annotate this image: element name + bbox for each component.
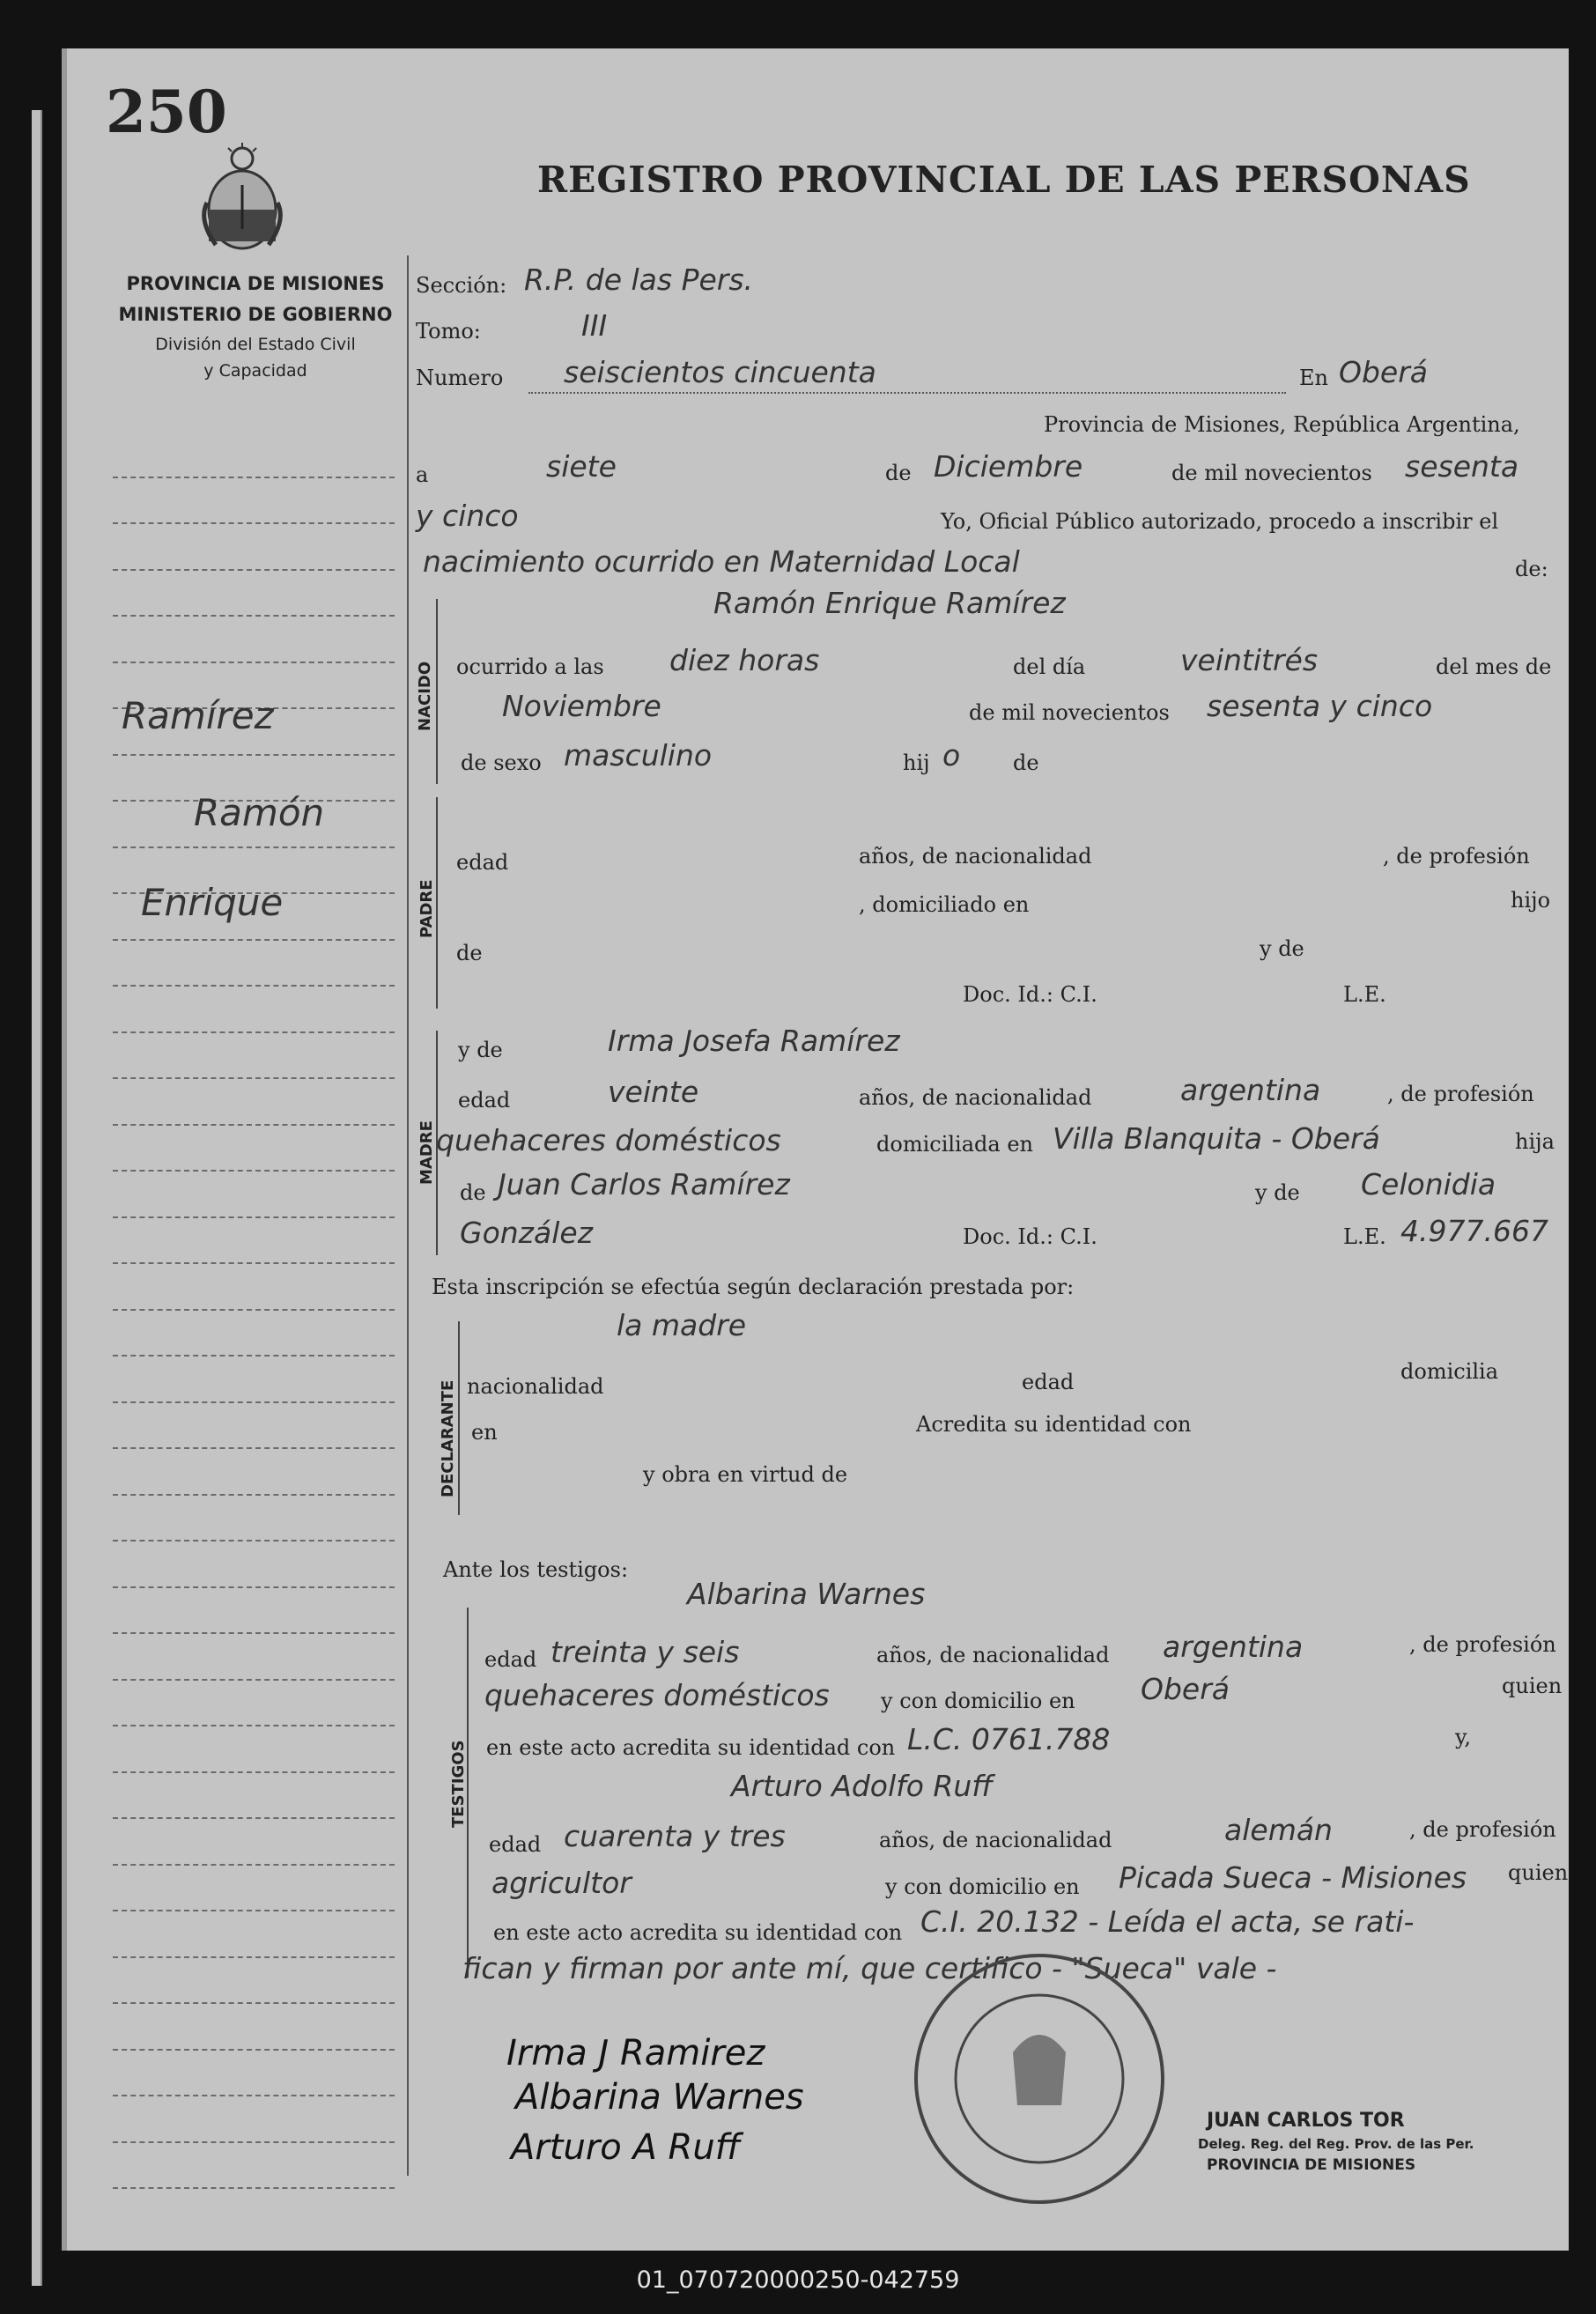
label-de-sexo: de sexo (461, 750, 542, 775)
value-testigo1-dom: Oberá (1141, 1672, 1230, 1706)
heading-province: PROVINCIA DE MISIONES (126, 273, 385, 294)
value-madre-prof: quehaceres domésticos (436, 1123, 781, 1157)
label-prof-madre: , de profesión (1387, 1082, 1534, 1106)
label-numero: Numero (416, 366, 504, 390)
label-y-de-padre: y de (1260, 936, 1304, 961)
label-de: de (885, 461, 912, 485)
label-quien-t1: quien (1502, 1674, 1563, 1698)
vertical-label-declarante: DECLARANTE (439, 1379, 457, 1497)
label-de-colon: de: (1515, 557, 1548, 581)
label-de-padre: de (456, 941, 483, 965)
value-madre-nac: argentina (1180, 1073, 1321, 1107)
value-declarante: la madre (617, 1308, 747, 1342)
label-yo: Yo, Oficial Público autorizado, procedo a inscribir el (941, 509, 1499, 534)
section-padre-frame (436, 797, 438, 1009)
label-y-de-madre-2: y de (1255, 1180, 1300, 1205)
label-prof-t1: , de profesión (1409, 1632, 1556, 1657)
value-hijo-suffix: o (942, 738, 961, 773)
page-title: REGISTRO PROVINCIAL DE LAS PERSONAS (537, 159, 1471, 201)
label-domiciliado: , domiciliado en (859, 892, 1030, 917)
heading-division: División del Estado Civil (155, 335, 356, 354)
label-hija: hija (1515, 1129, 1555, 1154)
value-testigo1-doc: L.C. 0761.788 (907, 1722, 1111, 1756)
label-prof-t2: , de profesión (1409, 1817, 1556, 1842)
label-hijo: hij (903, 750, 930, 775)
margin-divider (407, 255, 409, 2176)
value-testigo1-nombre: Albarina Warnes (687, 1577, 926, 1611)
value-nacimiento: nacimiento ocurrido en Maternidad Local (423, 544, 1020, 579)
value-tomo: III (581, 308, 608, 343)
value-anio-2: y cinco (416, 499, 519, 533)
value-madre-madre-2: González (460, 1216, 594, 1250)
label-ante-testigos: Ante los testigos: (443, 1557, 629, 1582)
signature-testigo-2: Arturo A Ruff (511, 2127, 741, 2168)
label-anos-nac-madre: años, de nacionalidad (859, 1085, 1092, 1110)
label-anos-nac-t2: años, de nacionalidad (879, 1828, 1112, 1852)
vertical-label-padre: PADRE (417, 879, 436, 938)
value-dia-nac: veintitrés (1180, 643, 1319, 677)
label-y-de-madre: y de (458, 1038, 503, 1062)
folio-number: 250 (106, 78, 227, 146)
value-testigo2-nombre: Arturo Adolfo Ruff (731, 1769, 994, 1803)
label-doc-madre: Doc. Id.: C.I. (963, 1224, 1097, 1249)
value-madre-edad: veinte (608, 1075, 699, 1109)
official-name: JUAN CARLOS TOR (1207, 2110, 1405, 2132)
label-hijo-end: hijo (1511, 888, 1551, 913)
value-testigo2-edad: cuarenta y tres (564, 1819, 786, 1853)
section-declarante-frame (458, 1321, 460, 1515)
label-esta-inscripcion: Esta inscripción se efectúa según declaración prestada por: (432, 1275, 1075, 1299)
value-testigo1-prof: quehaceres domésticos (484, 1678, 830, 1712)
value-testigo1-nac: argentina (1163, 1630, 1304, 1664)
vertical-label-madre: MADRE (417, 1120, 436, 1185)
label-ocurrido: ocurrido a las (456, 654, 604, 679)
label-con-domicilio-t2: y con domicilio en (885, 1874, 1080, 1899)
value-dia: siete (546, 449, 617, 484)
official-role: Deleg. Reg. del Reg. Prov. de las Per. (1198, 2136, 1474, 2152)
section-nacido-frame (436, 599, 438, 784)
label-de-2: de (1013, 750, 1039, 775)
label-a: a (416, 462, 429, 487)
label-y-comma: y, (1455, 1725, 1471, 1749)
label-en-decl: en (471, 1420, 498, 1445)
value-testigo2-prof: agricultor (491, 1866, 632, 1900)
value-lugar: Oberá (1339, 355, 1429, 389)
label-del-dia: del día (1013, 654, 1086, 679)
value-hora: diez horas (669, 643, 820, 677)
value-mes-nac: Noviembre (502, 689, 661, 723)
label-acredita: Acredita su identidad con (916, 1412, 1192, 1437)
value-madre-madre-1: Celonidia (1361, 1167, 1496, 1201)
value-numero: seiscientos cincuenta (564, 355, 876, 389)
label-doc-padre: Doc. Id.: C.I. (963, 982, 1097, 1007)
label-domiciliada: domiciliada en (876, 1132, 1033, 1157)
value-sexo: masculino (564, 738, 713, 773)
vertical-label-nacido: NACIDO (416, 661, 434, 731)
heading-ministry: MINISTERIO DE GOBIERNO (118, 304, 393, 325)
image-caption: 01_070720000250-042759 (636, 2266, 960, 2294)
margin-second-name: Enrique (141, 881, 284, 924)
value-testigo2-dom: Picada Sueca - Misiones (1119, 1860, 1467, 1895)
value-testigo2-doc: C.I. 20.132 - Leída el acta, se rati- (920, 1904, 1415, 1939)
value-mes: Diciembre (934, 449, 1083, 484)
vertical-label-testigos: TESTIGOS (449, 1740, 468, 1828)
label-nacionalidad-decl: nacionalidad (467, 1374, 604, 1399)
label-le-madre: L.E. (1343, 1224, 1386, 1249)
value-madre-padre: Juan Carlos Ramírez (498, 1167, 790, 1201)
label-de-mil-2: de mil novecientos (969, 700, 1170, 725)
label-acredita-t2: en este acto acredita su identidad con (493, 1920, 903, 1945)
label-edad-t2: edad (489, 1832, 542, 1857)
coat-of-arms-icon (198, 141, 286, 255)
label-obra: y obra en virtud de (643, 1462, 848, 1487)
label-prof-padre: , de profesión (1383, 844, 1530, 869)
value-seccion: R.P. de las Pers. (524, 262, 754, 297)
label-quien-t2: quien (1508, 1860, 1569, 1885)
value-nombre: Ramón Enrique Ramírez (713, 586, 1066, 620)
label-de-madre: de (460, 1180, 486, 1205)
margin-surname: Ramírez (122, 694, 274, 737)
label-tomo: Tomo: (416, 319, 481, 344)
label-edad-t1: edad (484, 1647, 537, 1672)
label-le-padre: L.E. (1343, 982, 1386, 1007)
label-anos-nac-t1: años, de nacionalidad (876, 1643, 1110, 1667)
label-en: En (1299, 366, 1328, 390)
value-anio-nac: sesenta y cinco (1207, 689, 1433, 723)
value-testigo1-edad: treinta y seis (550, 1635, 740, 1669)
value-testigo2-nac: alemán (1224, 1813, 1333, 1847)
value-madre-nombre: Irma Josefa Ramírez (608, 1024, 900, 1058)
signature-madre: Irma J Ramirez (506, 2033, 765, 2074)
label-acredita-t1: en este acto acredita su identidad con (486, 1735, 896, 1760)
value-madre-le: 4.977.667 (1400, 1214, 1548, 1248)
label-del-mes: del mes de (1436, 654, 1552, 679)
registry-stamp (907, 1947, 1171, 2211)
label-edad-madre: edad (458, 1088, 511, 1113)
label-de-mil: de mil novecientos (1171, 461, 1372, 485)
label-con-domicilio-t1: y con domicilio en (881, 1689, 1075, 1713)
label-domicilia: domicilia (1400, 1359, 1499, 1384)
value-anio-1: sesenta (1405, 449, 1519, 484)
label-edad-padre: edad (456, 850, 509, 875)
label-edad-decl: edad (1022, 1370, 1075, 1394)
value-madre-dom: Villa Blanquita - Oberá (1053, 1121, 1380, 1156)
value-cierre: fican y firman por ante mí, que certifico - "Sueca" vale - (462, 1951, 1277, 1985)
signature-testigo-1: Albarina Warnes (515, 2077, 804, 2118)
official-province: PROVINCIA DE MISIONES (1207, 2156, 1416, 2174)
label-seccion: Sección: (416, 273, 507, 298)
page-edge (32, 110, 42, 2286)
heading-capacity: y Capacidad (203, 361, 307, 381)
dotted-line (528, 392, 1286, 394)
margin-first-name: Ramón (194, 791, 325, 834)
label-provincia: Provincia de Misiones, República Argentina, (1044, 412, 1520, 437)
label-anos-nac-padre: años, de nacionalidad (859, 844, 1092, 869)
